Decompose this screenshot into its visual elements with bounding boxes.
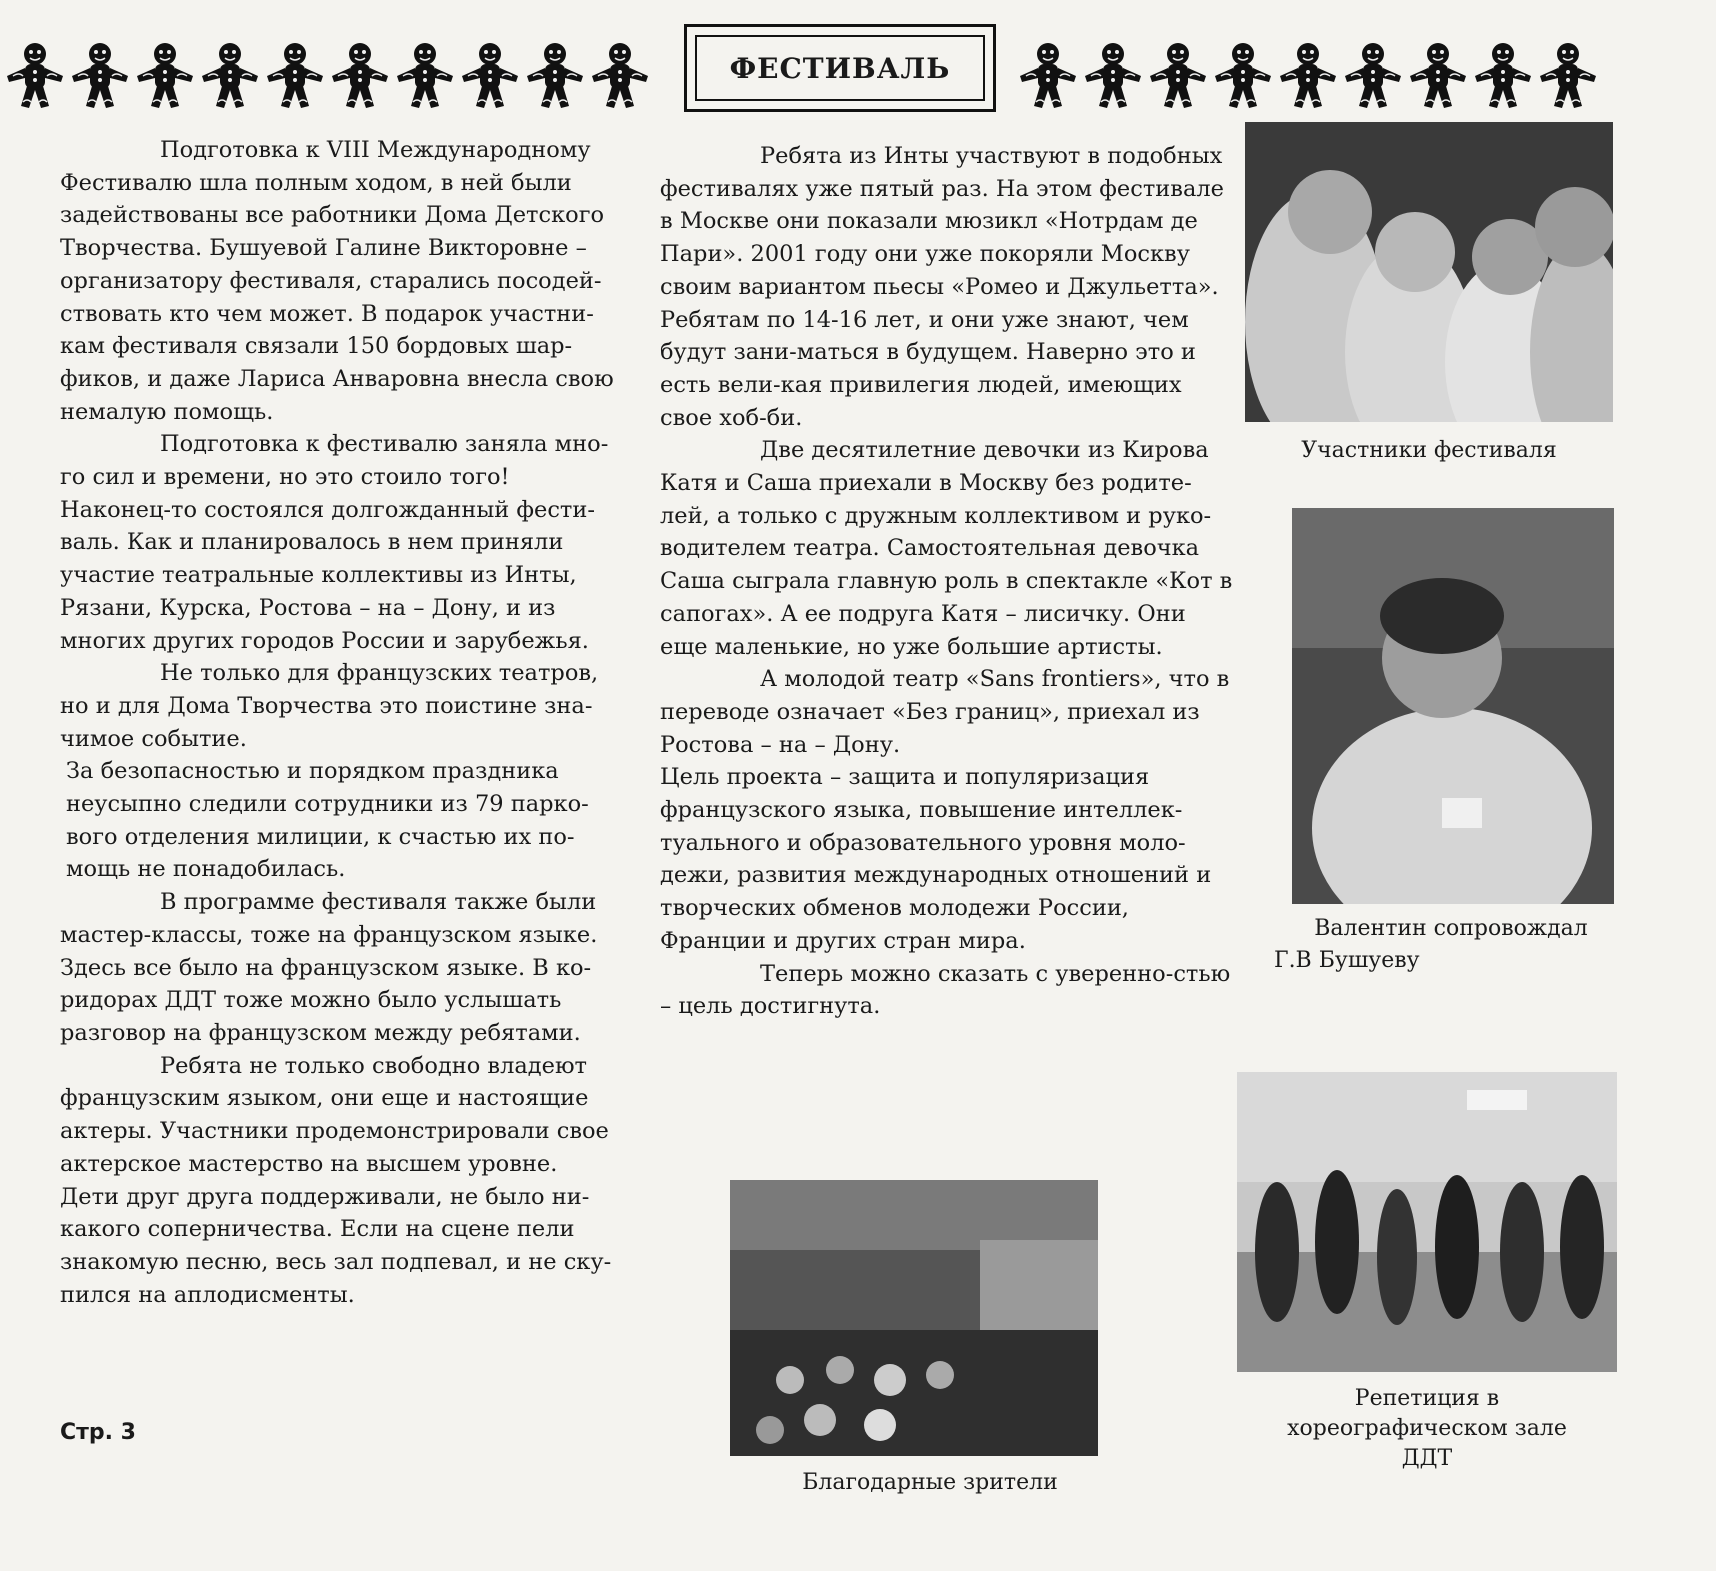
section-title-frame xyxy=(684,24,996,112)
photo-caption: ДДТ xyxy=(1401,1446,1453,1471)
photo-caption: Репетиция в xyxy=(1354,1386,1500,1411)
paragraph: В программе фестиваля также были мастер-классы, тоже на французском языке. Здесь все было на французском языке. В ко-ридорах ДДТ тоже можно было услышать разговор на французском между ребятами. xyxy=(60,889,598,1046)
paragraph: Ребята из Инты участвуют в подобных фестивалях уже пятый раз. На этом фестивале в Москве они показали мюзикл «Нотрдам де Пари». 2001 году они уже покоряли Москву своим вариантом пьесы «Ромео и Джульетта». Ребятам по 14-16 лет, и они уже знают, чем будут зани-маться в будущем. Наверно это и есть вели-кая привилегия людей, имеющих свое хоб-би. xyxy=(660,143,1224,431)
gingerbread-figures-right xyxy=(1008,30,1616,120)
paragraph: За безопасностью и порядком праздника неусыпно следили сотрудники из 79 парко-вого отделения милиции, к счастью их по-мощь не понадобилась. xyxy=(66,758,589,883)
photo-caption: Участники фестиваля xyxy=(1301,438,1557,463)
photo-caption: Валентин сопровождал xyxy=(1314,916,1588,941)
paragraph: Ребята не только свободно владеют французским языком, они еще и настоящие актеры. Участники продемонстрировали свое актерское мастерство на высшем уровне. Дети друг друга поддерживали, не было ни-какого соперничества. Если на сцене пели знакомую песню, весь зал подпевал, и не ску-пился на аплодисменты. xyxy=(60,1052,612,1308)
decorative-border-left xyxy=(0,30,650,120)
rehearsal-photo xyxy=(1237,1072,1617,1372)
page-number: Стр. 3 xyxy=(60,1420,136,1445)
photo-caption: Благодарные зрители xyxy=(802,1470,1058,1495)
paragraph: Теперь можно сказать с уверенно-стью – цель достигнута. xyxy=(660,960,1231,1020)
photo-caption: Г.В Бушуеву xyxy=(1274,948,1420,973)
paragraph: Две десятилетние девочки из Кирова Катя и Саша приехали в Москву без родите-лей, а только с дружным коллективом и руко-водителем театра. Самостоятельная девочка Саша сыграла главную роль в спектакле «Кот в сапогах». А ее подруга Катя – лисичку. Они еще маленькие, но уже большие артисты. xyxy=(660,437,1233,660)
decorative-border-right xyxy=(1008,30,1616,120)
photo-caption: хореографическом зале xyxy=(1287,1416,1567,1441)
audience-photo xyxy=(730,1180,1098,1456)
paragraph: А молодой театр «Sans frontiers», что в переводе означает «Без границ», приехал из Ростова – на – Дону. xyxy=(660,666,1230,758)
paragraph: Подготовка к VIII Международному Фестивалю шла полным ходом, в ней были задействованы все работники Дома Детского Творчества. Бушуевой Галине Викторовне – организатору фестиваля, старались посодей-ствовать кто чем может. В подарок участни-кам фестиваля связали 150 бордовых шар-фиков, и даже Лариса Анваровна внесла свою немалую помощь. xyxy=(60,137,614,425)
paragraph: Не только для французских театров, но и для Дома Творчества это поистине зна-чимое событие. xyxy=(60,660,599,752)
participants-photo xyxy=(1245,122,1613,422)
valentin-photo xyxy=(1292,508,1614,904)
paragraph: Подготовка к фестивалю заняла мно-го сил и времени, но это стоило того! Наконец-то состоялся долгожданный фести-валь. Как и планировалось в нем приняли участие театральные коллективы из Инты, Рязани, Курска, Ростова – на – Дону, и из многих других городов России и зарубежья. xyxy=(60,431,609,654)
gingerbread-figures-left xyxy=(0,30,650,120)
middle-text-column xyxy=(660,140,1240,1023)
left-text-column xyxy=(60,134,620,1311)
paragraph: Цель проекта – защита и популяризация французского языка, повышение интеллек-туального и образовательного уровня моло-дежи, развития международных отношений и творческих обменов молодежи России, Франции и других стран мира. xyxy=(660,764,1212,954)
section-title: ФЕСТИВАЛЬ xyxy=(695,35,985,101)
